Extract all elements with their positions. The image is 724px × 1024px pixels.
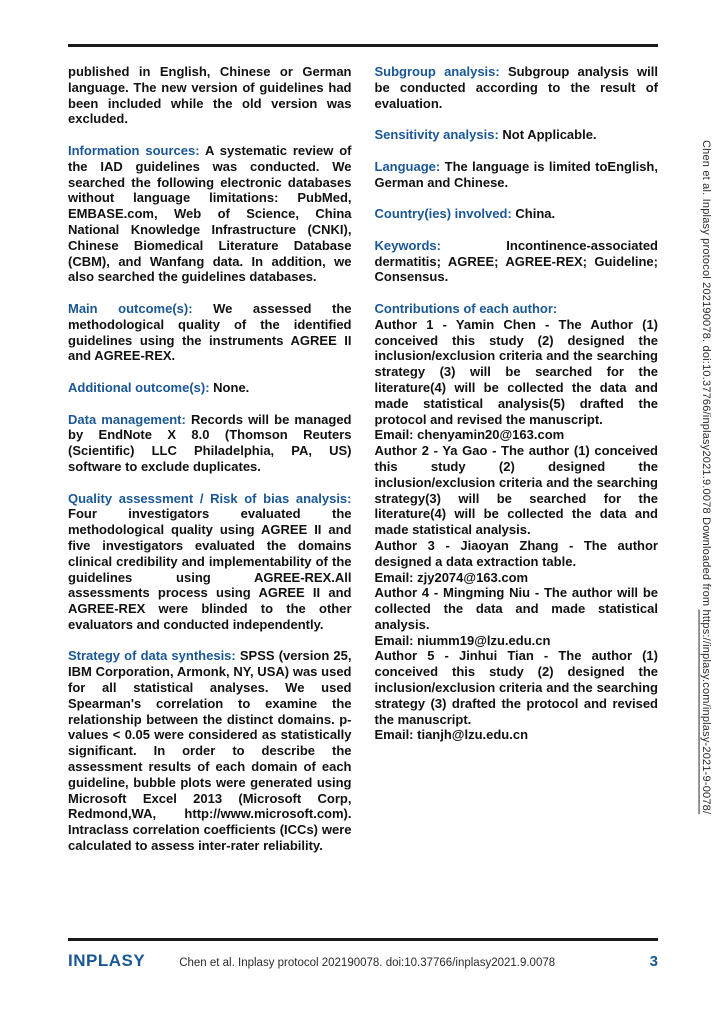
paragraph-continuation	[68, 64, 352, 127]
section-heading: Strategy of data synthesis:	[68, 648, 236, 664]
section-language	[375, 159, 659, 191]
sidebar-citation-text: Chen et al. Inplasy protocol 202190078. doi:10.37766/inplasy2021.9.0078 Downloaded from	[700, 140, 712, 610]
body-text: The language is limited toEnglish, German and Chinese.	[374, 158, 658, 190]
author-contribution: Author 5 - Jinhui Tian - The author (1) conceived this study (2) designed the inclusion/exclusion criteria and the searching strategy (3) drafted the protocol and revised the manuscript.	[374, 648, 658, 727]
body-text: Incontinence-associated dermatitis; AGREE; AGREE-REX; Guideline; Consensus.	[374, 237, 658, 285]
section-additional-outcomes	[68, 380, 352, 396]
sidebar-citation	[700, 140, 712, 814]
section-main-outcomes	[68, 301, 352, 364]
footer-divider	[68, 938, 658, 941]
page-content	[68, 44, 658, 870]
body-text: published in English, Chinese or German language. The new version of guidelines had been included while the old version was excluded.	[68, 64, 352, 127]
author-contribution: Author 3 - Jiaoyan Zhang - The author designed a data extraction table.	[374, 537, 658, 569]
section-heading: Main outcome(s):	[68, 300, 193, 316]
section-heading: Additional outcome(s):	[68, 379, 210, 395]
sidebar-citation-link[interactable]: https://inplasy.com/inplasy-2021-9-0078/	[700, 609, 712, 815]
top-divider	[68, 44, 658, 47]
section-keywords	[375, 238, 659, 285]
section-heading: Sensitivity analysis:	[374, 127, 499, 143]
section-heading: Subgroup analysis:	[374, 64, 500, 79]
body-text: We assessed the methodological quality of the identified guidelines using the instruments AGREE II and AGREE-REX.	[68, 300, 352, 364]
two-column-layout	[68, 64, 658, 870]
section-heading: Keywords:	[374, 237, 441, 253]
section-quality-assessment	[68, 491, 352, 633]
section-sensitivity-analysis	[375, 127, 659, 143]
body-text: Subgroup analysis will be conducted according to the result of evaluation.	[374, 64, 658, 111]
body-text: Four investigators evaluated the methodological quality using AGREE II and five investigators evaluated the domains clinical credibility and implementability of the guidelines using AGREE-REX.All assessments process using AGREE II and AGREE-REX were blinded to the other evaluators and conducted independently.	[68, 506, 352, 632]
footer	[68, 951, 658, 971]
author-contribution: Author 4 - Mingming Niu - The author will be collected the data and made statistical analysis.	[374, 585, 658, 632]
page-number: 3	[649, 953, 658, 970]
section-heading: Quality assessment / Risk of bias analysis:	[68, 490, 352, 506]
section-heading: Language:	[374, 158, 441, 174]
author-email: Email: tianjh@lzu.edu.cn	[374, 727, 529, 743]
author-contribution: Author 2 - Ya Gao - The author (1) conceived this study (2) designed the inclusion/exclusion criteria and the searching strategy(3) will be searched for the literature(4) will be collected the data and made statistical analysis.	[374, 443, 658, 538]
body-text: None.	[213, 379, 250, 395]
body-text: Not Applicable.	[502, 127, 597, 143]
body-text: SPSS (version 25, IBM Corporation, Armonk, NY, USA) was used for all statistical analyses. We used Spearman's correlation to examine the relationship between the distinct domains. p-values < 0.05 were considered as statistically significant. In order to describe the assessment results of each domain of each guideline, bubble plots were generated using Microsoft Excel 2013 (Microsoft Corp, Redmond,WA, http://www.microsoft.com). Intraclass correlation coefficients (ICCs) were calculated to assess inter-rater reliability.	[68, 648, 352, 854]
section-countries-involved	[375, 206, 659, 222]
body-text: China.	[515, 206, 556, 222]
section-contributions	[375, 301, 659, 743]
left-column	[68, 64, 352, 870]
author-email: Email: zjy2074@163.com	[374, 569, 529, 585]
author-contribution: Author 1 - Yamin Chen - The Author (1) conceived this study (2) designed the inclusion/exclusion criteria and the searching strategy (3) will be searched for the literature(4) will be collected the data and made statistical analysis(5) drafted the protocol and revised the manuscript.	[374, 316, 658, 427]
section-strategy-of-data-synthesis	[68, 648, 352, 853]
section-information-sources	[68, 143, 352, 285]
section-data-management	[68, 412, 352, 475]
section-subgroup-analysis	[375, 64, 659, 111]
section-heading: Data management:	[68, 411, 186, 427]
inplasy-logo: INPLASY	[68, 951, 146, 970]
section-heading: Information sources:	[68, 142, 200, 158]
footer-citation: Chen et al. Inplasy protocol 202190078. doi:10.37766/inplasy2021.9.0078	[179, 957, 556, 969]
section-heading: Country(ies) involved:	[374, 206, 512, 222]
body-text: Records will be managed by EndNote X 8.0 (Thomson Reuters (Scientific) LLC Philadelphia, PA, US) software to exclude duplicates.	[68, 411, 352, 474]
author-email: Email: chenyamin20@163.com	[374, 427, 565, 443]
author-email: Email: niumm19@lzu.edu.cn	[374, 632, 551, 648]
body-text: A systematic review of the IAD guidelines was conducted. We searched the following electronic databases without language limitations: PubMed, EMBASE.com, Web of Science, China National Knowledge Infrastructure (CNKI), Chinese Biomedical Literature Database (CBM), and Wanfang data. In addition, we also searched the guidelines databases.	[68, 142, 352, 285]
right-column	[375, 64, 659, 870]
section-heading: Contributions of each author:	[374, 300, 558, 316]
